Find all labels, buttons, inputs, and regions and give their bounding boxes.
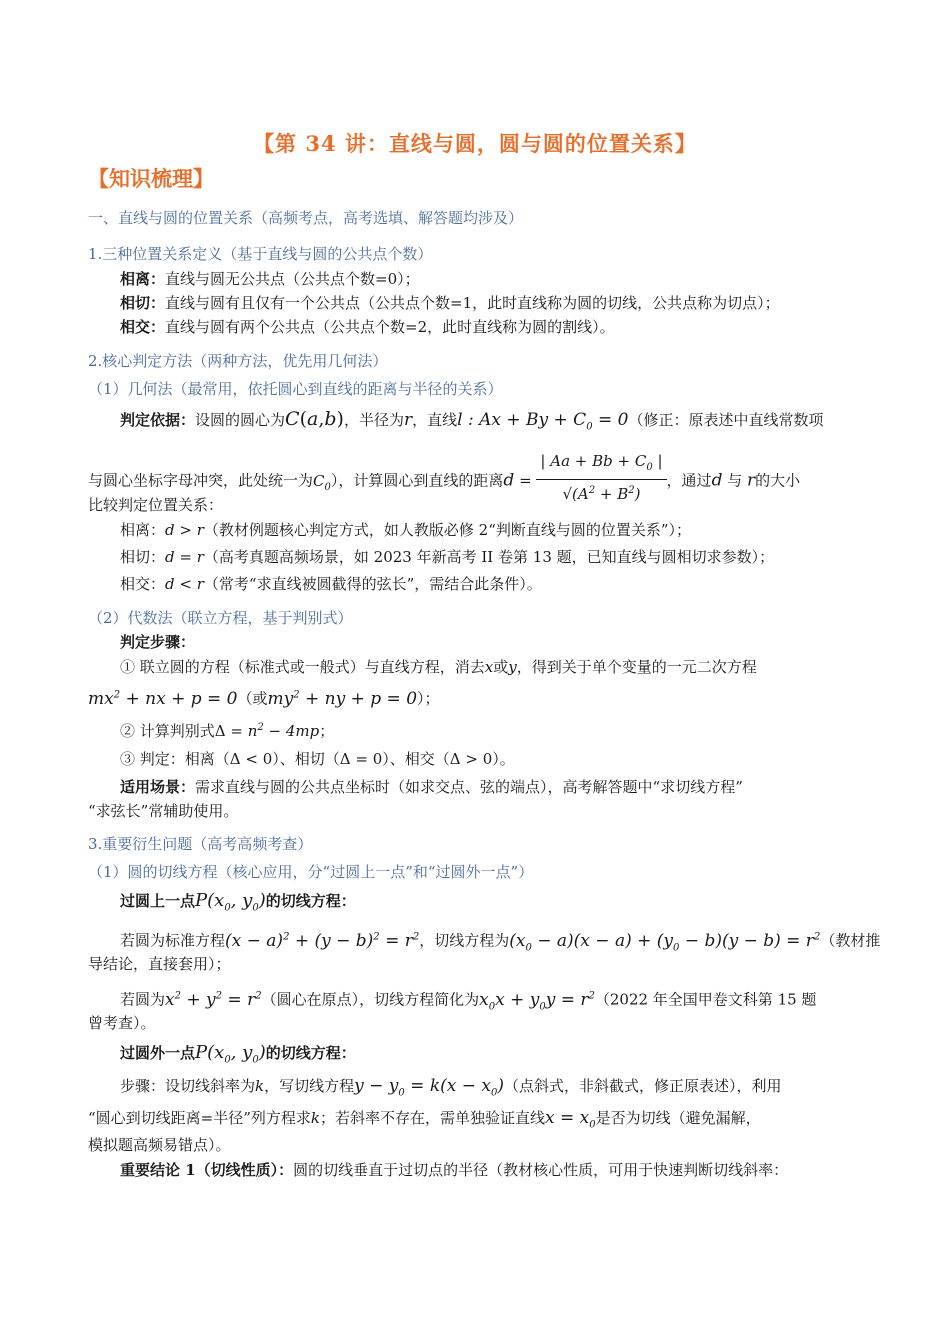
heading-1-2: 2.核心判定方法（两种方法，优先用几何法） [88, 352, 388, 370]
alg-step-1-eq: $mx^2$ + nx + p = 0（或$my^2$ + ny + p = 0）； [88, 688, 440, 709]
out-circle-label: 过圆外一点$P(x_0$, $y_0$)的切线方程： [120, 1042, 356, 1066]
def-tangent: 相切：直线与圆有且仅有一个公共点（公共点个数=1，此时直线称为圆的切线，公共点称为切点）； [120, 294, 780, 312]
alg-usage-line-2: “求弦长”常辅助使用。 [88, 802, 239, 820]
on-circle-standard-cont: 导结论，直接套用）； [88, 955, 231, 973]
alg-usage-line-1: 适用场景：需求直线与圆的公共点坐标时（如求交点、弦的端点），高考解答题中“求切线方程” [120, 778, 743, 796]
on-circle-origin-cont: 曾考查）。 [88, 1014, 156, 1032]
geo-case-intersect: 相交：d < r（常考“求直线被圆截得的弦长”，需结合此条件）。 [120, 575, 542, 593]
geo-case-tangent: 相切：d = r（高考真题高频场景，如 2023 年新高考 II 卷第 13 题，已知直线与圆相切求参数）； [120, 548, 775, 566]
alg-steps-label: 判定步骤： [120, 633, 196, 651]
heading-1-1: 1.三种位置关系定义（基于直线与圆的公共点个数） [88, 245, 433, 263]
distance-formula: $\frac{| Aa + Bb + C_0 |}{√(A^2 + B^2)}$ [536, 450, 666, 505]
def-separate: 相离：直线与圆无公共点（公共点个数=0）； [120, 270, 420, 288]
conclusion-1: 重要结论 1（切线性质）：圆的切线垂直于过切点的半径（教材核心性质，可用于快速判断切线斜率： [120, 1161, 789, 1179]
alg-method-heading: （2）代数法（联立方程，基于判别式） [88, 609, 353, 627]
heading-1-3: 3.重要衍生问题（高考高频考查） [88, 835, 313, 853]
on-circle-standard: 若圆为标准方程$(x - a)^2 + (y - b)^2 = r^2$，切线方程为$(x_0 - a)(x - a) + (y_0 - b)(y - b) = r^2$（教材推 [120, 930, 881, 954]
geo-case-separate: 相离：d > r（教材例题核心判定方式，如人教版必修 2“判断直线与圆的位置关系”）； [120, 521, 692, 539]
on-circle-origin: 若圆为$x^2 + y^2 = r^2$（圆心在原点），切线方程简化为$x_0x + y_0y = r^2(2022$ 年全国甲卷文科第 15 题 [120, 989, 817, 1013]
on-circle-label: 过圆上一点$P(x_0$, $y_0$)的切线方程： [120, 890, 356, 914]
alg-step-1: ① 联立圆的方程（标准式或一般式）与直线方程，消去x或y，得到关于单个变量的一元二次方程 [120, 658, 757, 676]
def-intersect: 相交：直线与圆有两个公共点（公共点个数=2，此时直线称为圆的割线）。 [120, 318, 615, 336]
alg-step-3: ③ 判定：相离（Δ < 0）、相切（Δ = 0）、相交（Δ > 0）。 [120, 750, 515, 768]
out-circle-step-2: “圆心到切线距离=半径”列方程求k；若斜率不存在，需单独验证直线$x = x_0$是否为切线（避免漏解， [88, 1108, 761, 1131]
section-heading: 【知识梳理】 [88, 166, 214, 191]
geo-basis-line: 判定依据：设圆的圆心为C(a,b)，半径为r，直线l : $Ax + By + C_0 = 0$（修正：原表述中直线常数项 [120, 408, 824, 433]
out-circle-step-3: 模拟题高频易错点）。 [88, 1136, 231, 1154]
page-title: 【第 34 讲：直线与圆，圆与圆的位置关系】 [253, 131, 697, 156]
geo-distance-line: 与圆心坐标字母冲突，此处统一为$C_0$），计算圆心到直线的距离d = $\frac{| Aa + Bb + C_0 |}{√(A^2 + B^2)}$ ，通过d 与 r的大小 [88, 452, 801, 503]
tangent-heading: （1）圆的切线方程（核心应用，分“过圆上一点”和“过圆外一点”） [88, 863, 534, 881]
geo-method-heading: （1）几何法（最常用，依托圆心到直线的距离与半径的关系） [88, 380, 503, 398]
heading-1: 一、直线与圆的位置关系（高频考点，高考选填、解答题均涉及） [88, 209, 524, 227]
geo-compare-line: 比较判定位置关系： [88, 496, 224, 514]
alg-step-2: ② 计算判别式$\Delta = n^2 - 4mp$； [120, 722, 335, 740]
out-circle-step: 步骤：设切线斜率为k，写切线方程$y - y_0 = k(x - x_0)$（点斜式，非斜截式，修正原表述），利用 [120, 1076, 782, 1099]
